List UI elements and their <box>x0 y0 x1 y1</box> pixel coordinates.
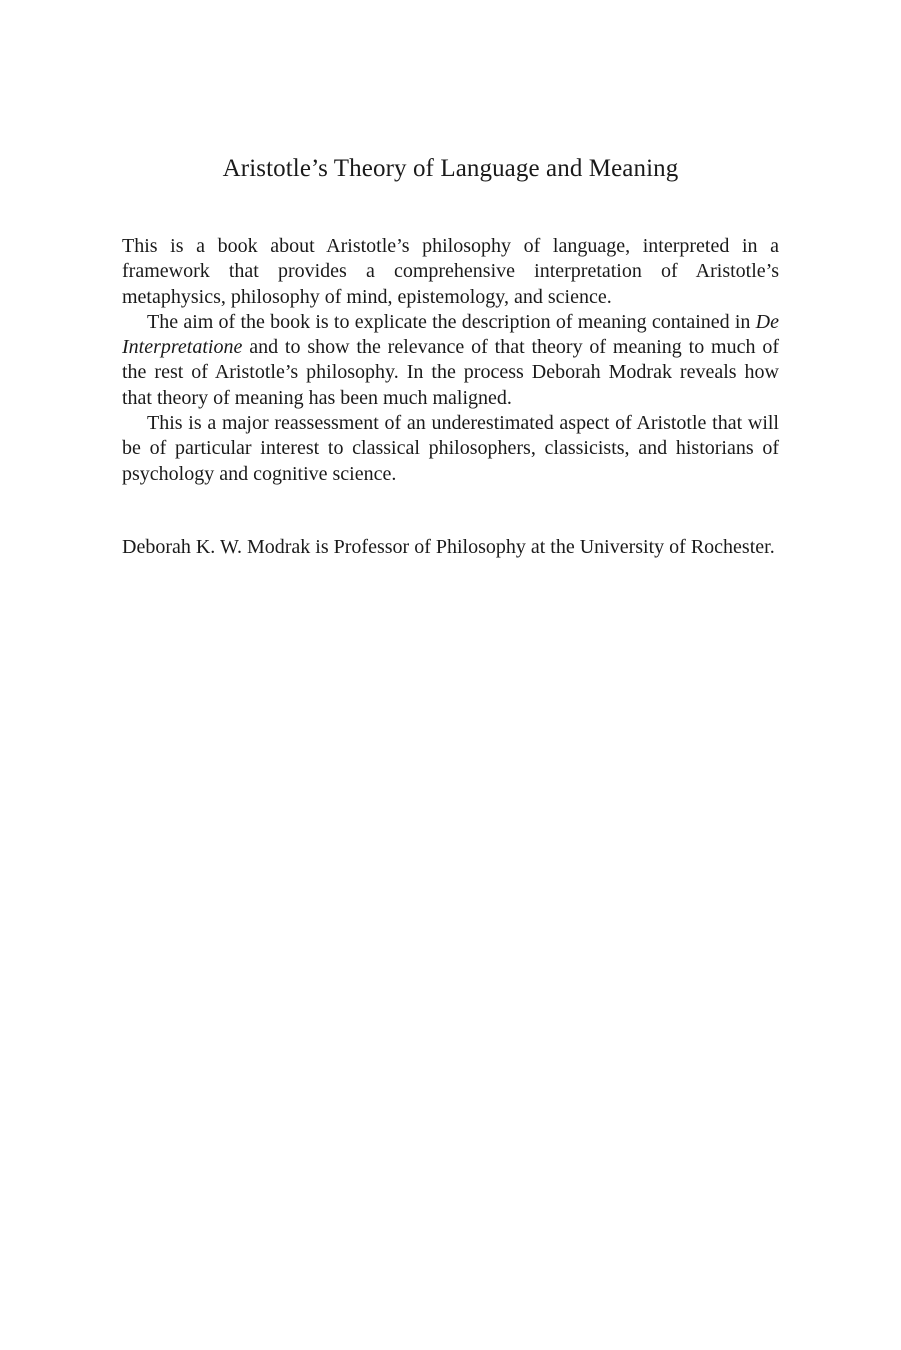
paragraph-2-text-end: and to show the relevance of that theory of meaning to much of the rest of Aristotle’s philosophy. In the process Deborah Modrak reveals how that theory of meaning has been much maligned. <box>122 336 779 409</box>
book-description <box>122 234 779 487</box>
work-title-italic: De Interpretatione <box>122 310 779 359</box>
description-paragraph-2 <box>122 310 779 411</box>
description-paragraph-3: This is a major reassessment of an underestimated aspect of Aristotle that will be of particular interest to classical philosophers, classicists, and historians of psychology and cognitive science. <box>122 412 779 485</box>
page-title: Aristotle’s Theory of Language and Meaning <box>222 155 679 182</box>
description-paragraph-1: This is a book about Aristotle’s philosophy of language, interpreted in a framework that provides a comprehensive interpretation of Aristotle’s metaphysics, philosophy of mind, epistemology, and science. <box>122 235 779 308</box>
paragraph-2-text-start: The aim of the book is to explicate the description of meaning contained in <box>147 310 756 333</box>
author-note: Deborah K. W. Modrak is Professor of Philosophy at the University of Rochester. <box>122 536 775 558</box>
